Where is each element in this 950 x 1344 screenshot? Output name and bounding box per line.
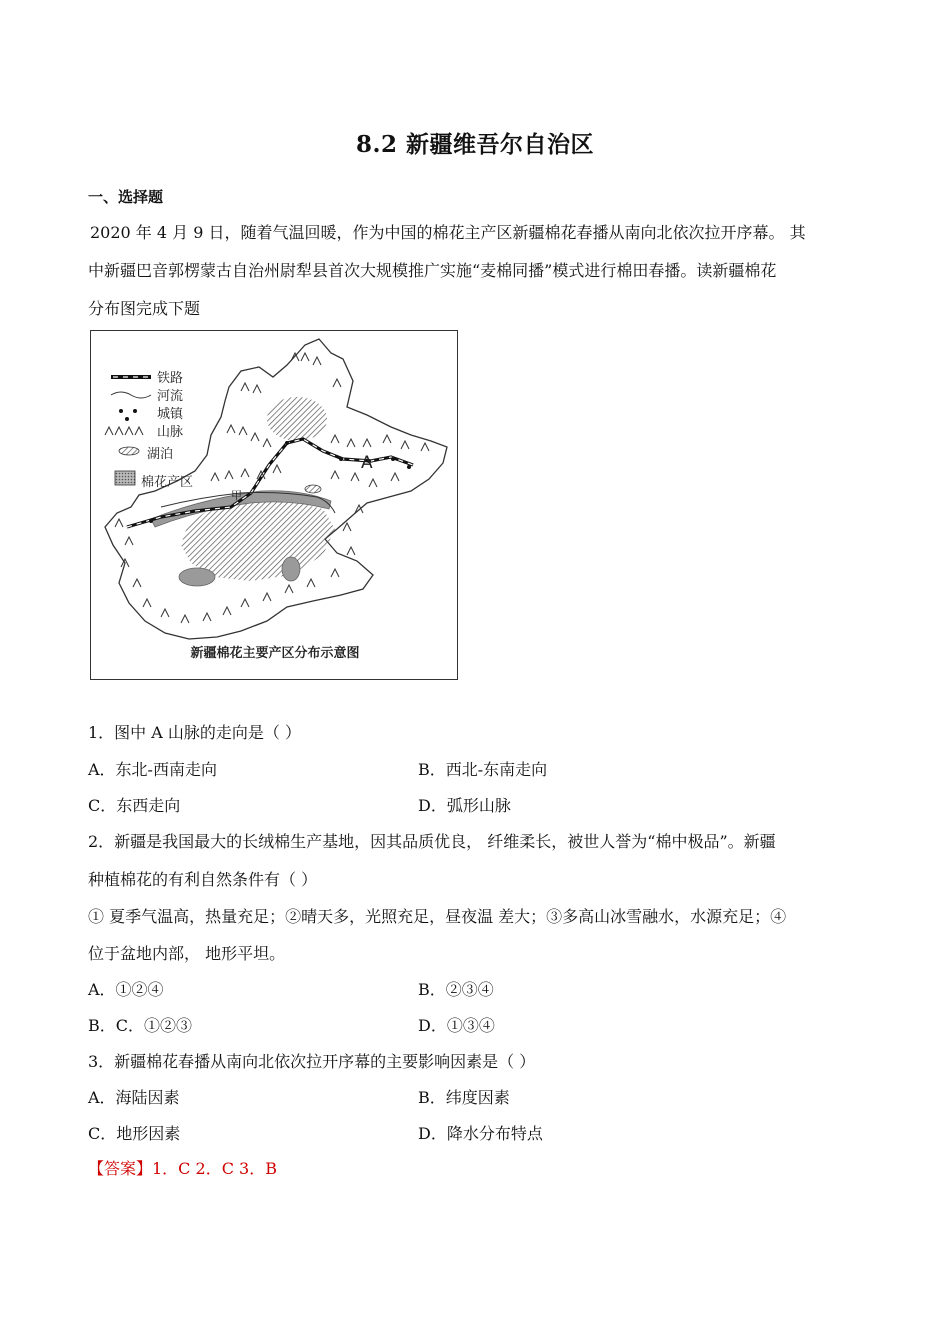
map-caption: 新疆棉花主要产区分布示意图 bbox=[190, 646, 360, 661]
map-graphic bbox=[91, 331, 457, 679]
answer-key: 【答案】1．C 2．C 3．B bbox=[88, 1159, 277, 1178]
page-title: 8.2 新疆维吾尔自治区 bbox=[355, 131, 595, 158]
intro-paragraph bbox=[88, 214, 864, 328]
legend-town-label: 城镇 bbox=[157, 407, 184, 422]
northern-cotton-area bbox=[267, 397, 327, 441]
legend-cotton-label: 棉花产区 bbox=[141, 475, 194, 490]
question-3-option-d: D．降水分布特点 bbox=[418, 1124, 543, 1143]
question-1-option-b: B．西北-东南走向 bbox=[418, 760, 548, 779]
question-2-option-a: A．①②④ bbox=[88, 980, 164, 999]
legend-lake-label: 湖泊 bbox=[147, 447, 174, 462]
question-1-option-a: A．东北-西南走向 bbox=[88, 760, 217, 779]
question-2-option-d: D．①③④ bbox=[418, 1016, 495, 1035]
question-1-stem: 1．图中 A 山脉的走向是（ ） bbox=[88, 723, 301, 742]
question-3-stem: 3．新疆棉花春播从南向北依次拉开序幕的主要影响因素是（ ） bbox=[88, 1052, 536, 1071]
intro-line: 分布图完成下题 bbox=[88, 299, 201, 318]
cotton-patch-south bbox=[179, 568, 215, 586]
question-2-option-b: B．②③④ bbox=[418, 980, 494, 999]
question-3-option-c: C．地形因素 bbox=[88, 1124, 181, 1143]
question-2-stem-line: 种植棉花的有利自然条件有（ ） bbox=[88, 870, 318, 889]
legend-river-label: 河流 bbox=[157, 389, 184, 404]
intro-line: 2020 年 4 月 9 日，随着气温回暖，作为中国的棉花主产区新疆棉花春播从南向北依次拉开序幕。 其 bbox=[90, 223, 806, 242]
map-label-a: A bbox=[361, 453, 373, 473]
question-3-option-a: A．海陆因素 bbox=[88, 1088, 180, 1107]
intro-line: 中新疆巴音郭楞蒙古自治州尉犁县首次大规模推广实施“麦棉同播”模式进行棉田春播。读新疆棉花 bbox=[88, 261, 777, 280]
legend-mountain-label: 山脉 bbox=[157, 425, 184, 440]
legend-railway-label: 铁路 bbox=[157, 371, 184, 386]
question-2-option-c: B．C．①②③ bbox=[88, 1016, 193, 1035]
legend bbox=[105, 377, 151, 485]
question-2-stem-line: ① 夏季气温高，热量充足；②晴天多，光照充足，昼夜温 差大；③多高山冰雪融水，水源充足；④ bbox=[88, 907, 787, 926]
section-heading: 一、选择题 bbox=[88, 188, 164, 206]
question-2-stem-line: 2．新疆是我国最大的长绒棉生产基地，因其品质优良， 纤维柔长，被世人誉为“棉中极品”。新疆 bbox=[88, 832, 776, 851]
question-1-option-d: D．弧形山脉 bbox=[418, 796, 511, 815]
lake-bosten bbox=[305, 485, 321, 493]
xinjiang-cotton-map bbox=[90, 330, 458, 680]
question-2-stem-line: 位于盆地内部， 地形平坦。 bbox=[88, 944, 286, 963]
map-label-jia: 甲 bbox=[231, 489, 242, 502]
question-3-option-b: B．纬度因素 bbox=[418, 1088, 510, 1107]
cotton-patch-east bbox=[282, 557, 300, 581]
question-1-option-c: C．东西走向 bbox=[88, 796, 181, 815]
